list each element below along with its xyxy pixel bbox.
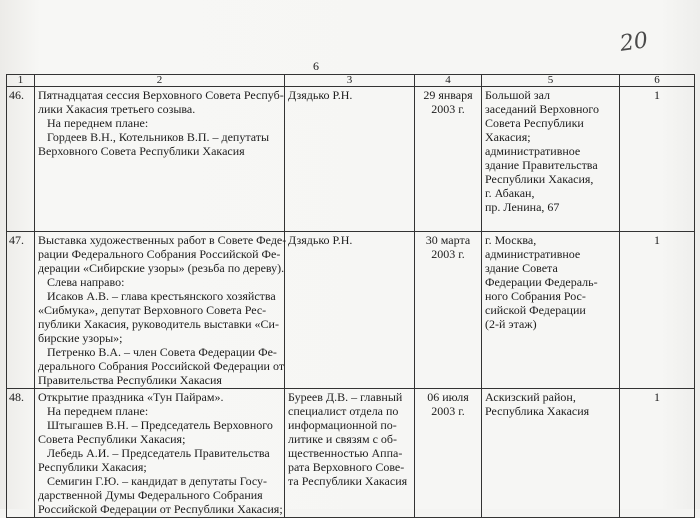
author: [285, 87, 415, 232]
event-description-line: Петренко В.А. – член Совета Федерации Фе-: [38, 345, 277, 359]
date-line: 06 июля: [427, 390, 469, 404]
date-line: 30 марта: [425, 233, 471, 247]
table-row: [7, 232, 695, 389]
event-description-line: публики Хакасия, руководитель выставки «Си-: [38, 317, 279, 331]
place-line: г. Москва,: [485, 233, 537, 247]
place-line: заседаний Верховного: [485, 102, 599, 116]
date: [415, 87, 482, 232]
place-line: ного Собрания Рос-: [485, 289, 586, 303]
place-line: административное: [485, 144, 581, 158]
table-row: [7, 389, 695, 518]
event-description: [35, 232, 285, 389]
author-line: рата Верховного Сове-: [288, 460, 405, 474]
event-description-line: На переднем плане:: [38, 116, 149, 130]
place-line: административное: [485, 247, 581, 261]
place: [482, 87, 620, 232]
date: [415, 389, 482, 518]
date-line: 2003 г.: [431, 102, 465, 116]
author: [285, 389, 415, 518]
page-number: 6: [313, 59, 319, 73]
header-col-1: 1: [7, 75, 35, 87]
place-line: здание Совета: [485, 261, 558, 275]
handwritten-page-number: 20: [618, 28, 650, 57]
date-line: 2003 г.: [431, 404, 465, 418]
place-line: Хакасия;: [485, 130, 531, 144]
author: [285, 232, 415, 389]
place-line: Большой зал: [485, 88, 551, 102]
event-description-line: бирские узоры»;: [38, 331, 123, 345]
event-description-line: дерации «Сибирские узоры» (резьба по дереву).: [38, 261, 285, 275]
place: [482, 232, 620, 389]
event-description-line: дерального Собрания Российской Федерации от: [38, 359, 285, 373]
author-line: щественностью Аппа-: [288, 446, 403, 460]
event-description-line: Совета Республики Хакасия;: [38, 432, 186, 446]
event-description-line: Республики Хакасия;: [38, 460, 147, 474]
event-description-line: Слева направо:: [38, 275, 125, 289]
row-number: 46.: [7, 87, 35, 232]
event-description-line: Гордеев В.Н., Котельников В.П. – депутаты: [38, 130, 270, 144]
event-description-line: Лебедь А.И. – Председатель Правительства: [38, 446, 270, 460]
header-col-3: 3: [285, 75, 415, 87]
header-col-6: 6: [620, 75, 695, 87]
place-line: (2-й этаж): [485, 317, 537, 331]
event-description-line: рации Федерального Собрания Российской Фе-: [38, 247, 281, 261]
place-line: Республики Хакасия,: [485, 172, 594, 186]
author-line: специалист отдела по: [288, 404, 399, 418]
event-description-line: На переднем плане:: [38, 404, 149, 418]
header-col-2: 2: [35, 75, 285, 87]
photo-catalog-table: [6, 74, 695, 518]
event-description-line: лики Хакасия третьего созыва.: [38, 102, 196, 116]
count: 1: [620, 232, 695, 389]
table-row: [7, 87, 695, 232]
row-number: 47.: [7, 232, 35, 389]
event-description: [35, 87, 285, 232]
place-line: Аскизский район,: [485, 390, 576, 404]
author-line: та Республики Хакасия: [288, 474, 408, 488]
event-description-line: Исаков А.В. – глава крестьянского хозяйства: [38, 289, 276, 303]
header-col-4: 4: [415, 75, 482, 87]
event-description: [35, 389, 285, 518]
event-description-line: Пятнадцатая сессия Верховного Совета Респуб-: [38, 88, 284, 102]
row-number: 48.: [7, 389, 35, 518]
header-row: [7, 75, 695, 87]
place-line: пр. Ленина, 67: [485, 200, 560, 214]
event-description-line: Верховного Совета Республики Хакасия: [38, 144, 245, 158]
author-line: Дзядько Р.Н.: [288, 233, 353, 247]
date-line: 2003 г.: [431, 247, 465, 261]
place-line: сийской Федерации: [485, 303, 586, 317]
author-line: литике и связям с об-: [288, 432, 397, 446]
place-line: Федерации Федераль-: [485, 275, 598, 289]
place: [482, 389, 620, 518]
event-description-line: Выставка художественных работ в Совете Феде-: [38, 233, 287, 247]
place-line: Совета Республики: [485, 116, 584, 130]
place-line: г. Абакан,: [485, 186, 535, 200]
event-description-line: «Сибмука», депутат Верховного Совета Рес-: [38, 303, 267, 317]
event-description-line: Правительства Республики Хакасия: [38, 373, 222, 387]
author-line: информационной по-: [288, 418, 397, 432]
count: 1: [620, 389, 695, 518]
header-col-5: 5: [482, 75, 620, 87]
event-description-line: Открытие праздника «Тун Пайрам».: [38, 390, 224, 404]
author-line: Дзядько Р.Н.: [288, 88, 353, 102]
count: 1: [620, 87, 695, 232]
event-description-line: дарственной Думы Федерального Собрания: [38, 488, 263, 502]
place-line: здание Правительства: [485, 158, 598, 172]
date-line: 29 января: [423, 88, 473, 102]
place-line: Республика Хакасия: [485, 404, 590, 418]
event-description-line: Штыгашев В.Н. – Председатель Верховного: [38, 418, 273, 432]
event-description-line: Российской Федерации от Республики Хакасия;: [38, 502, 283, 516]
event-description-line: Семигин Г.Ю. – кандидат в депутаты Госу-: [38, 474, 268, 488]
author-line: Буреев Д.В. – главный: [288, 390, 403, 404]
date: [415, 232, 482, 389]
